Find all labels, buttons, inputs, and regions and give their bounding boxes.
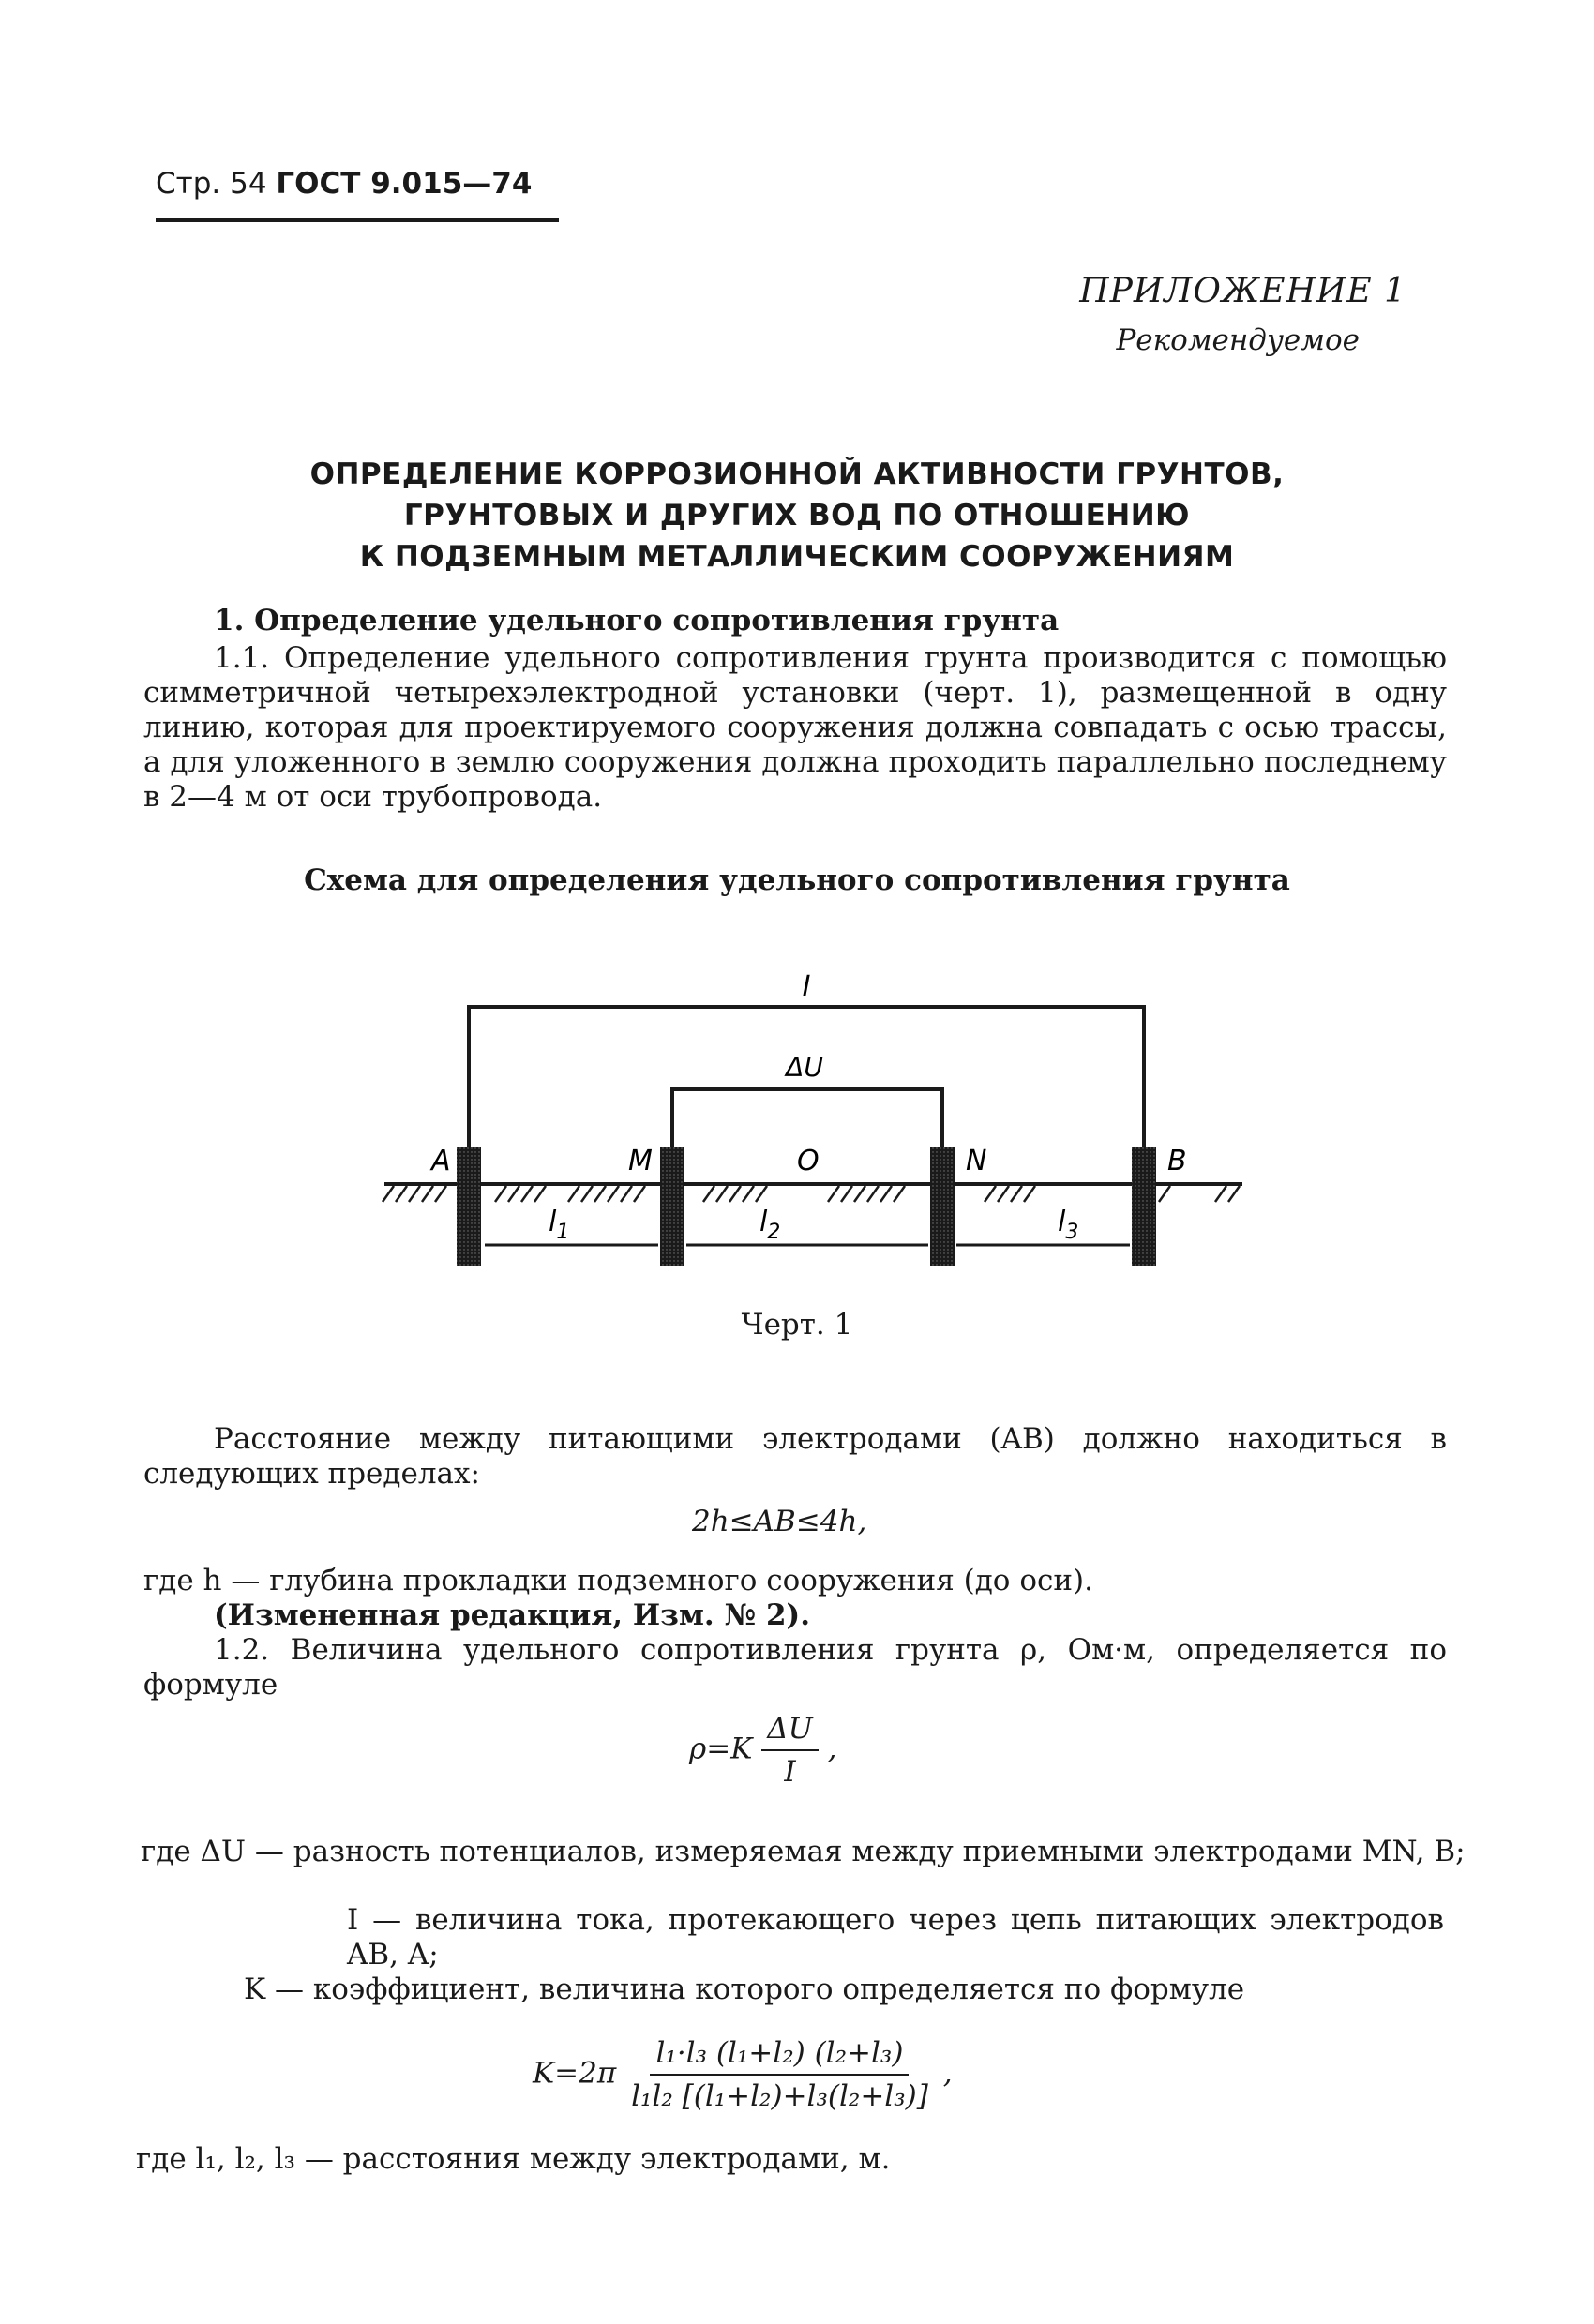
k-formula-tail: ,	[942, 2056, 953, 2091]
label-l3: $l_3$	[1058, 1206, 1079, 1244]
figure-caption: Черт. 1	[741, 1308, 853, 1342]
title-line-1: ОПРЕДЕЛЕНИЕ КОРРОЗИОННОЙ АКТИВНОСТИ ГРУНТОВ,	[309, 457, 1285, 491]
distance-paragraph: Расстояние между питающими электродами (AB) должно находиться в следующих пределах:	[143, 1422, 1447, 1491]
scheme-title: Схема для определения удельного сопротивления грунта	[304, 863, 1290, 897]
paragraph-1-2: 1.2. Величина удельного сопротивления грунта ρ, Ом·м, определяется по формуле	[143, 1633, 1447, 1702]
electrode-n	[930, 1147, 955, 1266]
electrode-diagram	[366, 956, 1266, 1275]
revision-note: (Измененная редакция, Изм. № 2).	[214, 1598, 810, 1632]
k-numerator: l₁·l₃ (l₁+l₂) (l₂+l₃)	[650, 2036, 909, 2076]
header-rule	[156, 218, 559, 222]
label-b: B	[1167, 1145, 1187, 1177]
rho-formula-tail: ,	[827, 1732, 837, 1766]
definition-delta-u: где ΔU — разность потенциалов, измеряемая между приемными электродами MN, B;	[141, 1835, 1466, 1868]
rho-numerator: ΔU	[761, 1712, 819, 1751]
paragraph-1-1: 1.1. Определение удельного сопротивления грунта производится с помощью симметричной четырехэлектродной установки (черт. 1), размещенной в одну линию, которая для проектируемого сооружения должна совпадать с осью трассы, а для уложенного в землю сооружения должна проходить параллельно последнему в 2—4 м от оси трубопровода.	[143, 641, 1447, 814]
electrode-a	[457, 1147, 481, 1266]
page-header	[156, 167, 532, 201]
label-n: N	[966, 1145, 987, 1177]
electrode-b	[1132, 1147, 1156, 1266]
h-definition: где h — глубина прокладки подземного сооружения (до оси).	[143, 1564, 1093, 1597]
label-l1: $l_1$	[549, 1206, 570, 1244]
k-formula	[533, 2036, 953, 2113]
appendix-status: Рекомендуемое	[1116, 323, 1360, 357]
appendix-title: ПРИЛОЖЕНИЕ 1	[1079, 272, 1406, 310]
title-line-2: ГРУНТОВЫХ И ДРУГИХ ВОД ПО ОТНОШЕНИЮ	[403, 499, 1191, 532]
definition-current: I — величина тока, протекающего через цепь питающих электродов AB, A;	[347, 1903, 1444, 1972]
section-heading: 1. Определение удельного сопротивления грунта	[214, 604, 1060, 637]
label-m: M	[628, 1145, 653, 1177]
label-l2: $l_2$	[759, 1206, 781, 1244]
inequality-formula: 2h≤AB≤4h,	[692, 1505, 867, 1538]
rho-formula	[689, 1712, 836, 1789]
definition-k: K — коэффициент, величина которого определяется по формуле	[244, 1972, 1245, 2006]
voltage-label: ΔU	[786, 1052, 823, 1083]
k-fraction	[625, 2036, 934, 2113]
ground-hatching	[383, 1186, 1240, 1202]
rho-formula-lhs: ρ=K	[689, 1732, 753, 1766]
title-line-3: К ПОДЗЕМНЫМ МЕТАЛЛИЧЕСКИМ СООРУЖЕНИЯМ	[359, 540, 1235, 574]
k-denominator: l₁l₂ [(l₁+l₂)+l₃(l₂+l₃)]	[631, 2079, 928, 2113]
rho-fraction	[761, 1712, 819, 1789]
label-a: A	[431, 1145, 451, 1177]
label-o: O	[797, 1145, 820, 1177]
rho-denominator: I	[784, 1755, 796, 1789]
page-number: Стр. 54	[156, 167, 267, 201]
current-label: I	[802, 970, 811, 1003]
standard-number: ГОСТ 9.015—74	[276, 167, 533, 201]
l-definition: где l₁, l₂, l₃ — расстояния между электродами, м.	[136, 2142, 891, 2176]
k-formula-lhs: K=2π	[533, 2056, 617, 2091]
electrode-m	[660, 1147, 684, 1266]
